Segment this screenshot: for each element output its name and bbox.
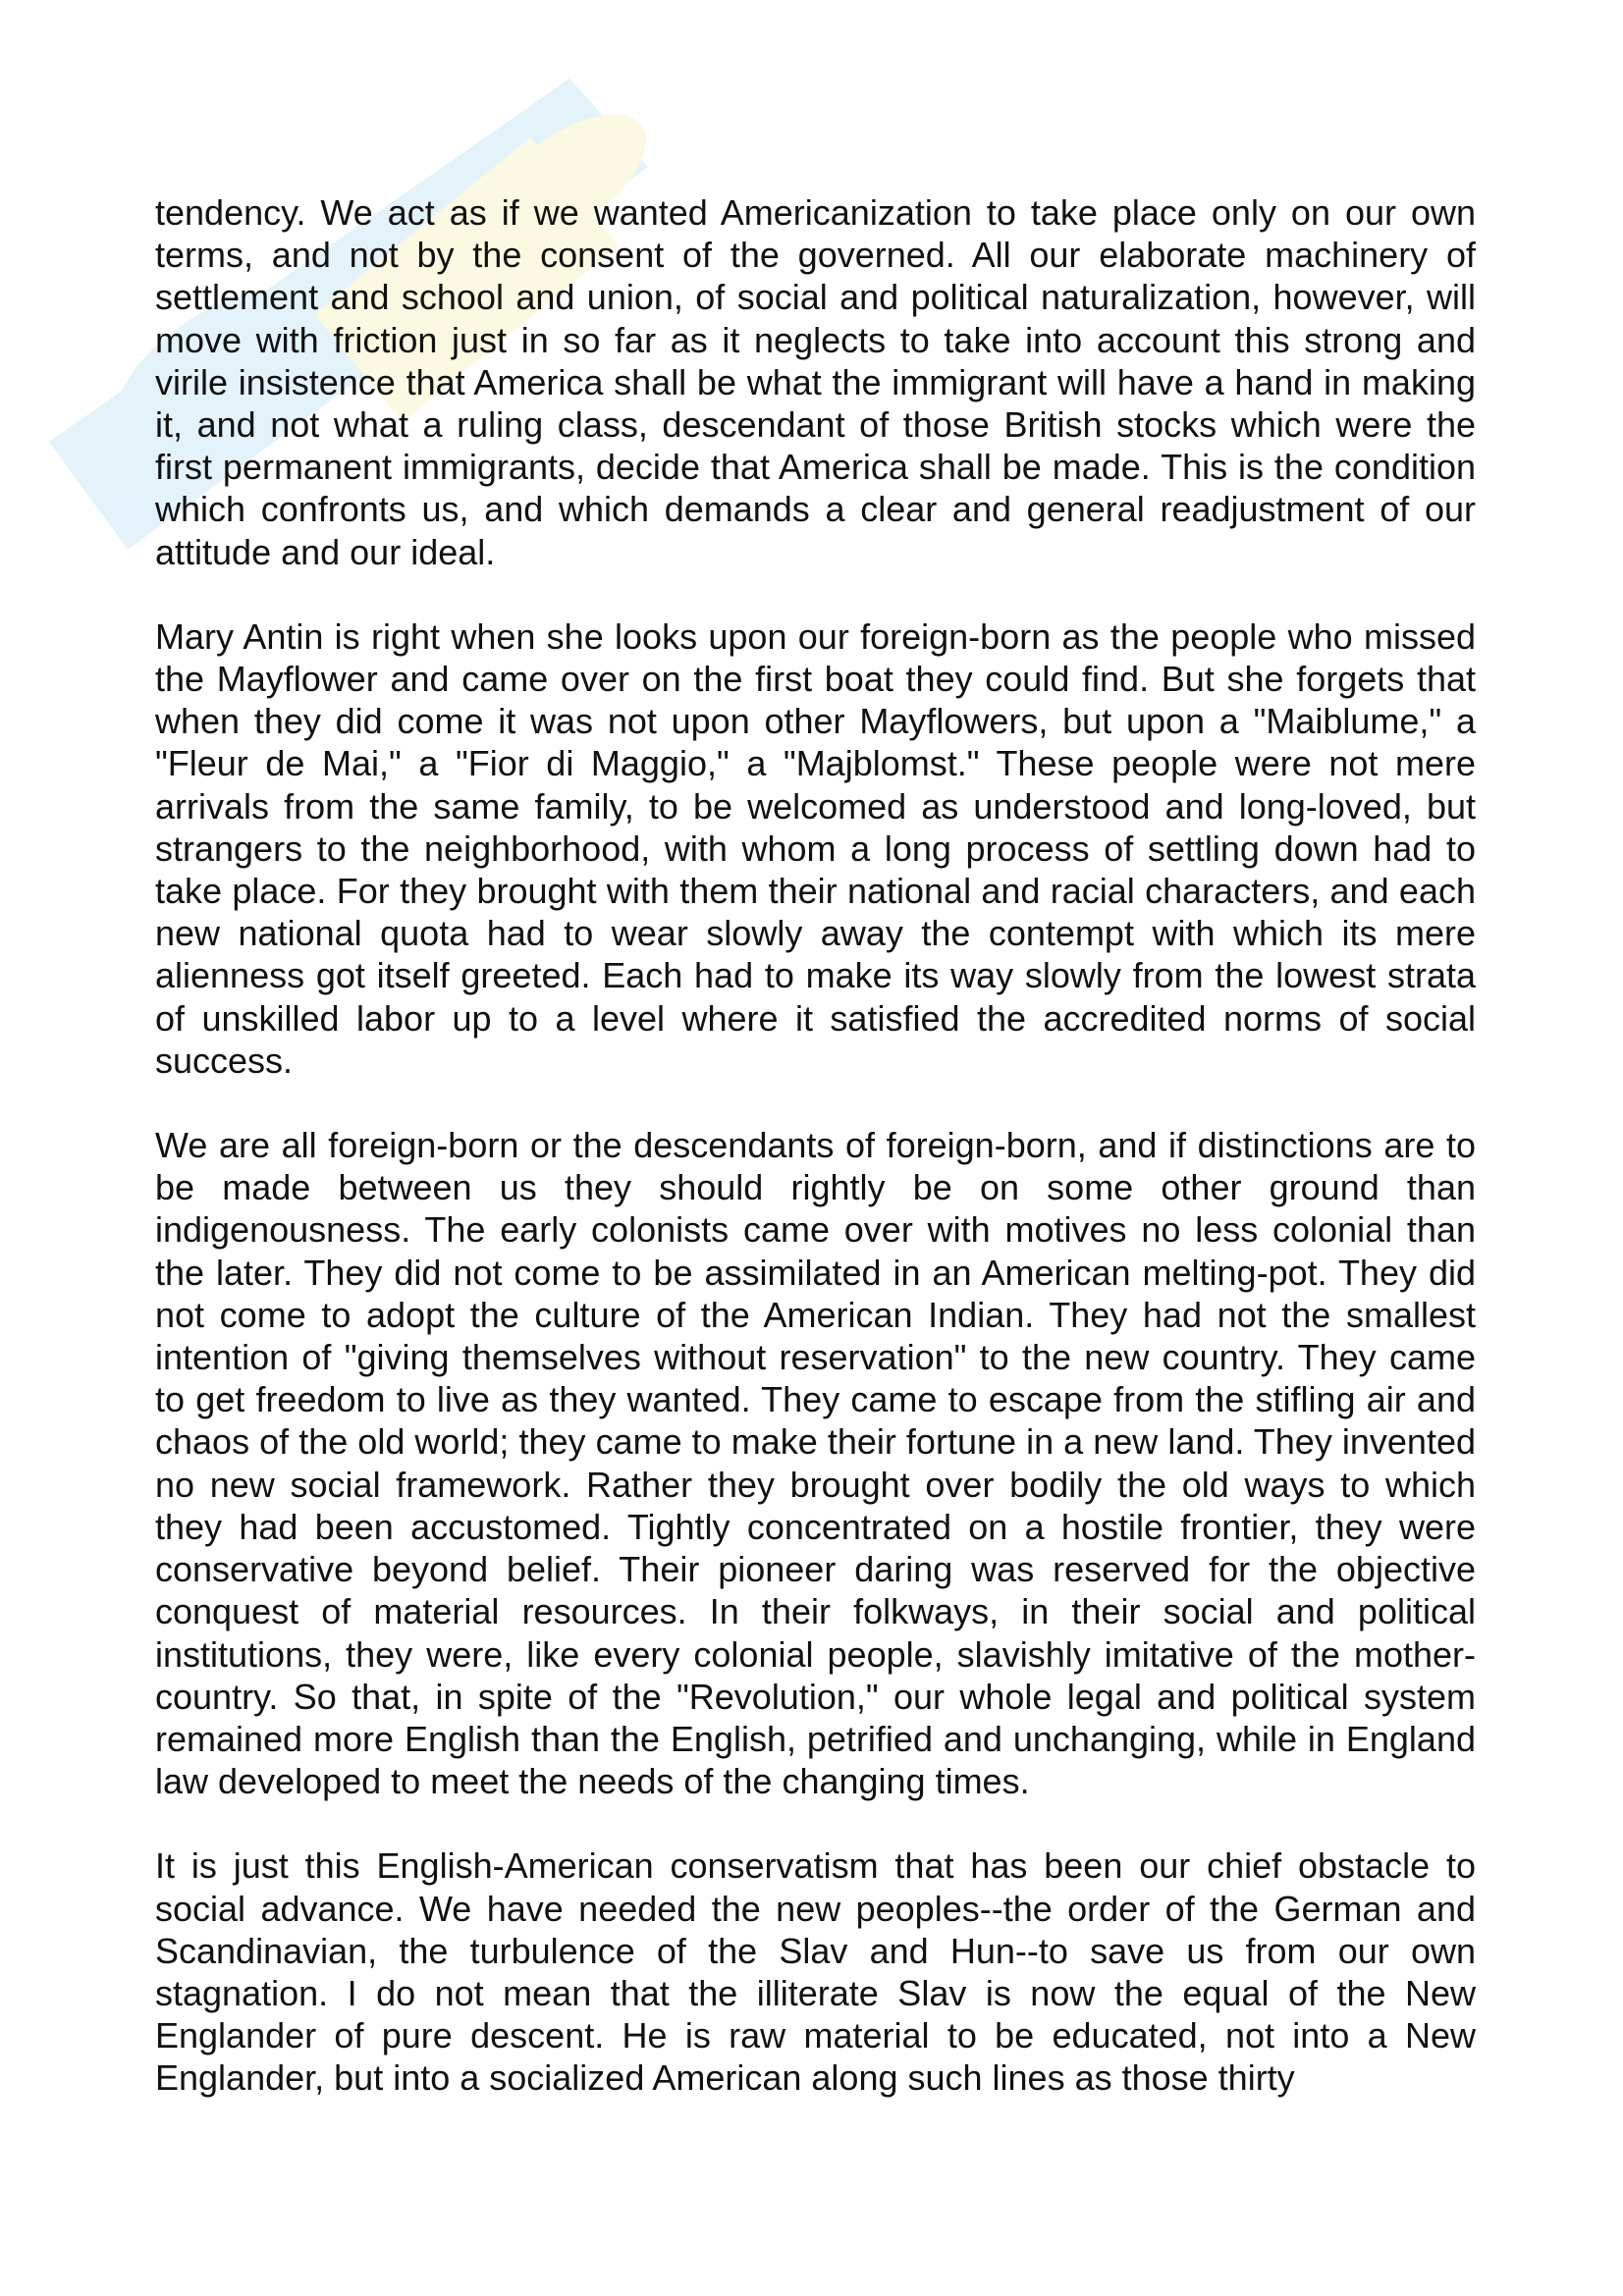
paragraph-2: Mary Antin is right when she looks upon our foreign-born as the people who missed the Mayflower and came over on the first boat they could find. But she forgets that when they did come it was not upon other Mayflowers, but upon a "Maiblume," a "Fleur de Mai," a "Fior di Maggio," a "Majblomst." These people were not mere arrivals from the same family, to be welcomed as understood and long-loved, but strangers to the neighborhood, with whom a long process of settling down had to take place. For they brought with them their national and racial characters, and each new national quota had to wear slowly away the contempt with which its mere alienness got itself greeted. Each had to make its way slowly from the lowest strata of unskilled labor up to a level where it satisfied the accredited norms of social success. [155, 615, 1476, 1081]
paragraph-4: It is just this English-American conservatism that has been our chief obstacle to social advance. We have needed the new peoples--the order of the German and Scandinavian, the turbulence of the Slav and Hun--to save us from our own stagnation. I do not mean that the illiterate Slav is now the equal of the New Englander of pure descent. He is raw material to be educated, not into a New Englander, but into a socialized American along such lines as those thirty [155, 1845, 1476, 2099]
paragraph-3: We are all foreign-born or the descendants of foreign-born, and if distinctions are to be made between us they should rightly be on some other ground than indigenousness. The early colonists came over with motives no less colonial than the later. They did not come to be assimilated in an American melting-pot. They did not come to adopt the culture of the American Indian. They had not the smallest intention of "giving themselves without reservation" to the new country. They came to get freedom to live as they wanted. They came to escape from the stifling air and chaos of the old world; they came to make their fortune in a new land. They invented no new social framework. Rather they brought over bodily the old ways to which they had been accustomed. Tightly concentrated on a hostile frontier, they were conservative beyond belief. Their pioneer daring was reserved for the objective conquest of material resources. In their folkways, in their social and political institutions, they were, like every colonial people, slavishly imitative of the mother-country. So that, in spite of the "Revolution," our whole legal and political system remained more English than the English, petrified and unchanging, while in England law developed to meet the needs of the changing times. [155, 1125, 1476, 1802]
body-text [155, 191, 1476, 2142]
paragraph-1: tendency. We act as if we wanted Americanization to take place only on our own terms, and not by the consent of the governed. All our elaborate machinery of settlement and school and union, of social and political naturalization, however, will move with friction just in so far as it neglects to take into account this strong and virile insistence that America shall be what the immigrant will have a hand in making it, and not what a ruling class, descendant of those British stocks which were the first permanent immigrants, decide that America shall be made. This is the condition which confronts us, and which demands a clear and general readjustment of our attitude and our ideal. [155, 192, 1476, 572]
